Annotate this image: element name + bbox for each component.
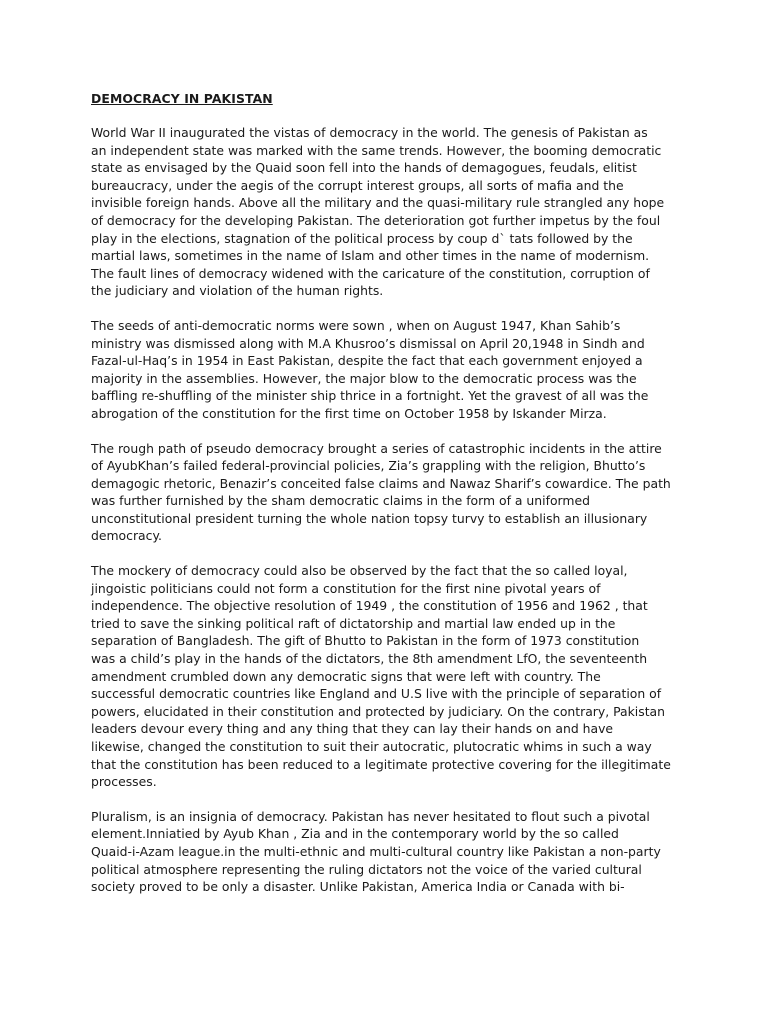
- document-title: DEMOCRACY IN PAKISTAN: [91, 91, 273, 106]
- text-line: Fazal-ul-Haq’s in 1954 in East Pakistan, despite the fact that each government enjoyed a: [91, 353, 643, 369]
- text-line: baffling re-shuffling of the minister ship thrice in a fortnight. Yet the gravest of all was the: [91, 388, 649, 404]
- text-line: state as envisaged by the Quaid soon fell into the hands of demagogues, feudals, elitist: [91, 160, 637, 176]
- text-line: society proved to be only a disaster. Unlike Pakistan, America India or Canada with bi-: [91, 879, 625, 895]
- document-page: [91, 90, 691, 913]
- paragraph-2: [91, 317, 691, 423]
- text-line: play in the elections, stagnation of the political process by coup d` tats followed by the: [91, 230, 633, 246]
- text-line: martial laws, sometimes in the name of Islam and other times in the name of modernism.: [91, 248, 650, 264]
- text-line: an independent state was marked with the same trends. However, the booming democratic: [91, 142, 662, 158]
- text-line: political atmosphere representing the ruling dictators not the voice of the varied cultural: [91, 861, 642, 877]
- paragraph-4: [91, 562, 691, 791]
- text-line: successful democratic countries like England and U.S live with the principle of separation of: [91, 686, 662, 702]
- text-line: The fault lines of democracy widened with the caricature of the constitution, corruption of: [91, 265, 650, 281]
- text-line: unconstitutional president turning the whole nation topsy turvy to establish an illusionary: [91, 510, 648, 526]
- text-line: powers, elucidated in their constitution and protected by judiciary. On the contrary, Pakistan: [91, 703, 665, 719]
- text-line: of democracy for the developing Pakistan. The deterioration got further impetus by the foul: [91, 212, 661, 228]
- text-line: invisible foreign hands. Above all the military and the quasi-military rule strangled any hope: [91, 195, 665, 211]
- text-line: separation of Bangladesh. The gift of Bhutto to Pakistan in the form of 1973 constitution: [91, 633, 640, 649]
- text-line: ministry was dismissed along with M.A Khusroo’s dismissal on April 20,1948 in Sindh and: [91, 335, 645, 351]
- paragraph-5: [91, 808, 691, 896]
- text-line: democracy.: [91, 528, 162, 544]
- text-line: the judiciary and violation of the human rights.: [91, 283, 384, 299]
- text-line: bureaucracy, under the aegis of the corrupt interest groups, all sorts of mafia and the: [91, 177, 624, 193]
- text-line: Pluralism, is an insignia of democracy. Pakistan has never hesitated to flout such a pivotal: [91, 808, 650, 824]
- text-line: demagogic rhetoric, Benazir’s conceited false claims and Nawaz Sharif’s cowardice. The path: [91, 475, 671, 491]
- text-line: majority in the assemblies. However, the major blow to the democratic process was the: [91, 370, 637, 386]
- text-line: that the constitution has been reduced to a legitimate protective covering for the illegitimate: [91, 756, 671, 772]
- text-line: jingoistic politicians could not form a constitution for the first nine pivotal years of: [91, 580, 601, 596]
- text-line: was a child’s play in the hands of the dictators, the 8th amendment LfO, the seventeenth: [91, 651, 648, 667]
- text-line: amendment crumbled down any democratic signs that were left with country. The: [91, 668, 601, 684]
- text-line: The rough path of pseudo democracy brought a series of catastrophic incidents in the attire: [91, 440, 662, 456]
- text-line: The seeds of anti-democratic norms were sown , when on August 1947, Khan Sahib’s: [91, 317, 621, 333]
- paragraph-1: [91, 124, 691, 300]
- text-line: abrogation of the constitution for the first time on October 1958 by Iskander Mirza.: [91, 405, 607, 421]
- text-line: element.Inniatied by Ayub Khan , Zia and in the contemporary world by the so called: [91, 826, 619, 842]
- text-line: of AyubKhan’s failed federal-provincial policies, Zia’s grappling with the religion, Bhutto’s: [91, 458, 646, 474]
- paragraph-3: [91, 440, 691, 546]
- text-line: leaders devour every thing and any thing that they can lay their hands on and have: [91, 721, 614, 737]
- text-line: The mockery of democracy could also be observed by the fact that the so called loyal,: [91, 563, 628, 579]
- text-line: independence. The objective resolution of 1949 , the constitution of 1956 and 1962 , that: [91, 598, 648, 614]
- text-line: World War II inaugurated the vistas of democracy in the world. The genesis of Pakistan as: [91, 125, 648, 140]
- text-line: Quaid-i-Azam league.in the multi-ethnic and multi-cultural country like Pakistan a non-party: [91, 843, 661, 859]
- text-line: processes.: [91, 774, 157, 790]
- text-line: tried to save the sinking political raft of dictatorship and martial law ended up in the: [91, 615, 616, 631]
- text-line: was further furnished by the sham democratic claims in the form of a uniformed: [91, 493, 590, 509]
- text-line: likewise, changed the constitution to suit their autocratic, plutocratic whims in such a way: [91, 739, 652, 754]
- document-body: [91, 124, 691, 896]
